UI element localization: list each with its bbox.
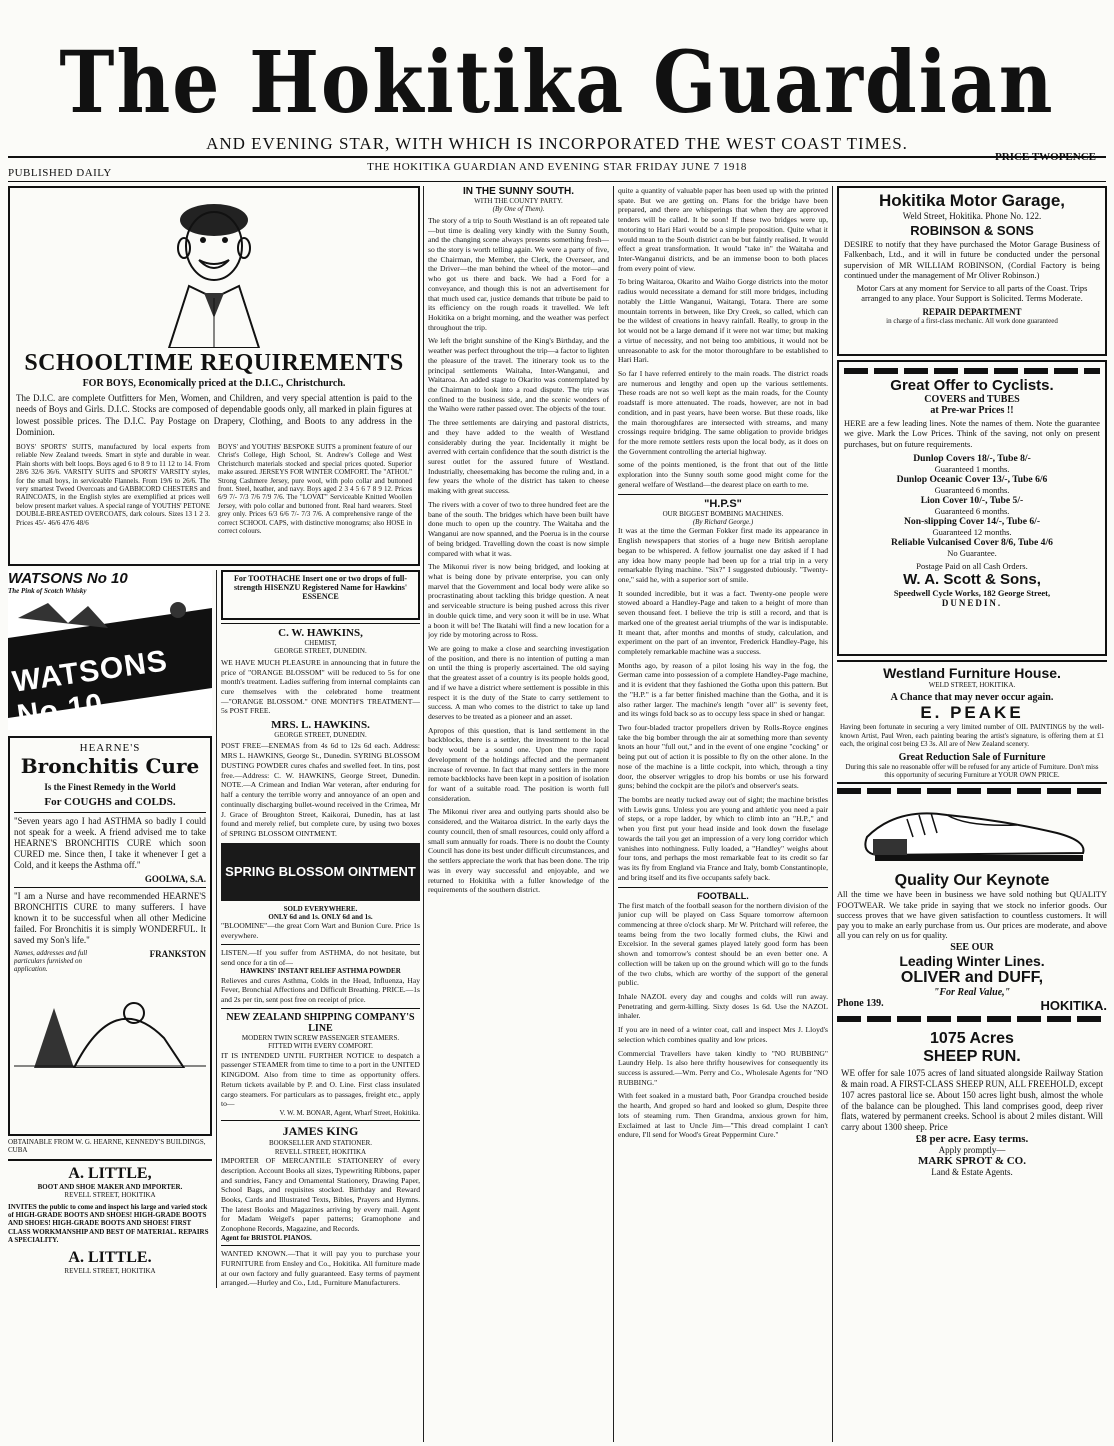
hps-p5: The bombs are neatly tucked away out of sight; the machine bristles with Lewis guns. Unless you are young and athletic you need a pair of steps, or a rope ladder, by which to climb into an "H.P.," and when you first put your head inside and look down the fuselage towards the tail you get an impression of a very long corridor which vanishes into nothingness. Fully loaded, a "Handley" weighs about four tons, and perhaps the most remarkable feat to its credit so far was its fly from England via France and Italy, bomb Constantinople, and bring itself and its five occupants safely back. <box>618 795 828 882</box>
little-advert <box>8 1165 212 1275</box>
cyclists-item-4: Non-slipping Cover 14/-, Tube 6/- <box>903 515 1041 527</box>
toothache-text: For TOOTHACHE Insert one or two drops of full-strength HISENZU Registered Name for Hawkins' ESSENCE <box>233 574 408 601</box>
oliver-duff-town: HOKITIKA. <box>1040 997 1107 1013</box>
hearnes-note: Names, addresses and full particulars furnished on application. <box>14 948 88 974</box>
watsons-big-text: WATSONS No 10 <box>10 644 170 733</box>
hawkins-chemist: CHEMIST, <box>304 639 337 647</box>
little-subtitle: BOOT AND SHOE MAKER AND IMPORTER. <box>37 1182 183 1191</box>
mrs-hawkins-name: MRS. L. HAWKINS. <box>271 719 370 732</box>
hearnes-top: HEARNE'S <box>79 742 141 754</box>
hps-p2: It sounded incredible, but it was a fact. Twenty-one people were stowed aboard a Handley-Page and taken to a height of more than seven thousand feet. I believe the trip is still a record, and that is marked one of the greatest aerial triumphs of the war is indisputable. It meant that, after months and months of study, calculation, and experiment on the part of an inventor, Frederick Handley-Page, his completely remarkable machine was a success. <box>618 588 828 656</box>
garage-advert <box>837 186 1107 356</box>
oliver-duff-title: Quality Our Keynote <box>894 872 1050 890</box>
newspaper-title: The Hokitika Guardian <box>59 33 1055 133</box>
sheep-run-body: WE offer for sale 1075 acres of land situated alongside Railway Station & main road. A FIRST-CLASS SHEEP RUN, ALL FREEHOLD, except 107 acres pastoral lice se. About 150 acres light bush, almost the whole of the balance can be ploughed. This land comprises good, deep river flats, watered by permanent creeks. School is about 2 miles distant. Will carry about 1300 sheep. Price <box>841 1067 1103 1133</box>
nazol-note: Inhale NAZOL every day and coughs and colds will run away. Penetrating and germ-killing. Sixty doses 1s 6d. Use the NAZOL inhaler. <box>618 991 828 1021</box>
cyclists-body: HERE are a few leading lines. Note the names of them. Note the guarantee we give. Mark the Low Prices. Think of the saving, not only on present purchases, but on future requirements. <box>844 419 1100 449</box>
hps-subhead: OUR BIGGEST BOMBING MACHINES. <box>662 509 784 518</box>
column-rule <box>613 186 614 1442</box>
hearnes-line1: Is the Finest Remedy in the World <box>44 782 176 792</box>
column-4 <box>837 186 1107 1442</box>
hearnes-signature-1: GOOLWA, S.A. <box>144 873 206 884</box>
cyclists-item-3-guarantee: Guaranteed 6 months. <box>934 505 1010 516</box>
dic-subtitle: FOR BOYS, Economically priced at the D.I.C., Christchurch. <box>82 378 346 389</box>
wanted-known: WANTED KNOWN.—That it will pay you to purchase your FURNITURE from Ensley and Co., Hokitika. All furniture made at our own factory and fully guaranteed. Easy terms of payment arranged.—Hurley and Co., Ltd., Furniture Manufacturers. <box>221 1249 420 1288</box>
masthead <box>0 0 1114 190</box>
dic-body: The D.I.C. are complete Outfitters for Men, Women, and Children, and very special attention is paid to the needs of Boys and Girls. D.I.C. Stocks are composed of dependable goods only, all marked in plain figures at lowest possible prices. The D.I.C. Pay Postage on Drapery, Clothing, and Boots to any address in the Dominion. <box>16 393 412 437</box>
furniture-sale: Great Reduction Sale of Furniture <box>898 751 1046 763</box>
boy-illustration <box>159 198 269 348</box>
cyclists-sub2: at Pre-war Prices !! <box>930 405 1014 416</box>
cyclists-advert <box>837 360 1107 656</box>
dateline <box>8 151 1106 179</box>
hearnes-line2: For COUGHS and COLDS. <box>44 796 176 808</box>
furniture-chance: A Chance that may never occur again. <box>890 692 1054 704</box>
col3-p1: quite a quantity of valuable paper has been used up with the printed spate. But we are getting on. Plans for the bridge have been prepared, and there are whisperings that when they are approved tenders will be called. It be soon! If these two bridges were up, motoring to Hari Hari would be a simple proposition. Quite what it would mean to the South district can be but faintly realised. It would effect a great transformation. It would "take in" the Waitaha and Inter-Wanganui districts, and be an immense boon to both places from every point of view. <box>618 186 828 273</box>
little-address-2: REVELL STREET, HOKITIKA <box>64 1266 156 1275</box>
king-subtitle: BOOKSELLER AND STATIONER. <box>268 1139 373 1148</box>
sunny-south-byline: (By One of Them). <box>492 205 545 214</box>
col4-p0: some of the points mentioned, is the front that out of the little exploration into the Sunny south some good might come for the general welfare of Westland—the dearest place on earth to me. <box>618 460 828 489</box>
paper-date-line: THE HOKITIKA GUARDIAN AND EVENING STAR FRIDAY JUNE 7 1918 <box>367 161 747 173</box>
hps-byline: (By Richard George.) <box>692 517 754 526</box>
furniture-advert <box>837 660 1107 784</box>
dic-lists <box>16 443 412 535</box>
hearnes-quote-1: "Seven years ago I had ASTHMA so badly I could not speak for a week. A friend advised me to take HEARNE'S BRONCHITIS CURE which soon CURED me. Since then, I take it whenever I get a Cold, and it keeps the Asthma off." <box>14 816 206 870</box>
nz-shipping-body: IT IS INTENDED UNTIL FURTHER NOTICE to despatch a passenger STEAMER from time to time to a port in the UNITED KINGDOM. Also from time to time as opportunity offers. Return tickets available by P. and O. Line. First class insulated cargo steamers. For particulars as to passages, freight etc., apply to— <box>221 1050 420 1109</box>
oliver-duff-footer <box>837 998 1107 1013</box>
nz-shipping-sub: MODERN TWIN SCREW PASSENGER STEAMERS. <box>241 1033 400 1042</box>
oliver-duff-advert <box>837 788 1107 1021</box>
column-1 <box>8 186 420 1442</box>
column-1-right <box>216 570 420 1288</box>
bloomine-body: "BLOOMINE"—the great Corn Wart and Bunion Cure. Price 1s everywhere. <box>221 921 420 941</box>
boy-portrait-icon <box>159 198 269 348</box>
cyclists-item-5: Reliable Vulcanised Cover 8/6, Tube 4/6 <box>891 536 1053 548</box>
dic-advert <box>8 186 420 566</box>
football-headline: FOOTBALL. <box>697 890 749 901</box>
asthma-body: Relieves and cures Asthma, Colds in the Head, Influenza, Hay Fever, Bronchial Affections and Difficult Breathing. PRICE.—1s and 2s per tin, sent post free on receipt of price. <box>221 975 420 1005</box>
garage-title: Hokitika Motor Garage, <box>878 191 1066 210</box>
no-rubbing-note: Commercial Travellers have taken kindly to "NO RUBBING" Laundry Help. 1s also here thrifty housewives for consequently its success is assured.—Wm. Perry and Co., Wholesale Agents for "NO RUBBING." <box>618 1048 828 1087</box>
hawkins-address: GEORGE STREET, DUNEDIN. <box>274 647 367 656</box>
oliver-duff-phone: Phone 139. <box>837 997 884 1009</box>
king-address: REVELL STREET, HOKITIKA <box>274 1147 367 1156</box>
dic-boys-suits: BOYS' SPORTS' SUITS, manufactured by local experts from reliable New Zealand tweeds. Smart in style and durable in wear. Plain shorts with belt loops. Boys aged 6 to 8 9 to 11 12 to 14. From 28/6 32/6 36/6. VARSITY SUITS and SPORTS' VARSITY styles, for the small boys, in serviceable Flannels. From 19/6 to 26/6. The very smartest Tweed Overcoats and GABBICORD CHESTERS and RAINCOATS, in the English styles are exemplified at prices well below present market values. A special range of YOUTHS' PETONE DOUBLE-BREASTED OVERCOATS, dark colours. Sizes 13 1 2 3. Prices 45/- 46/6 47/6 48/6 <box>16 443 210 527</box>
watsons-logo: WATSONS No 10 <box>8 570 128 587</box>
cyclists-firm: W. A. Scott & Sons, <box>903 570 1041 588</box>
garage-address: Weld Street, Hokitika. Phone No. 122. <box>902 211 1042 221</box>
published-daily: PUBLISHED DAILY <box>8 167 112 179</box>
ointment-price: ONLY 6d and 1s. ONLY 6d and 1s. <box>268 913 373 922</box>
col3-p3: So far I have referred entirely to the main roads. The district roads are numerous and lengthy and open up the various settlements. These roads are not so well kept as the main roads, for the County roadstaff is more attenuated. The roads, however, are not in bad condition, and in past years, have been worse. But these roads, like the main thoroughfares are intersected with streams, and many crossings require bridging. The same obligation to provide bridges for the more remote settlers rests upon the local body, as it does on the Government controlling the arterial highway. <box>618 368 828 456</box>
little-name-2: A. LITTLE. <box>68 1248 152 1266</box>
ointment-sold: SOLD EVERYWHERE. <box>283 904 358 913</box>
sunny-south-p4: The rivers with a cover of two to three hundred feet are the bane of the south. The bridges which have been built have done much to open up the country. The Waitaha and the Wanganui are now spanned, and the Poerua is in the course of being bridged. Travelling down the coast is now simple compared with what it was. <box>428 499 609 558</box>
sheep-run-firm: MARK SPROT & CO. <box>918 1155 1026 1168</box>
sunny-south-p6: We are going to make a close and searching investigation of the position, and there is no intention of putting a man on until the thing is properly ascertained. The old saying that the greatest asset of a country is its people holds good, and if we have a district where settlement is possible in this respect it is the duty of the State to carry settlement to success. A man who comes to the district to take up land deserves to be treated as a pioneer and an asset. <box>428 643 609 721</box>
sheep-run-title-2: SHEEP RUN. <box>923 1047 1021 1065</box>
sunny-south-headline: IN THE SUNNY SOUTH. <box>463 186 574 197</box>
cyclists-item-2-guarantee: Guaranteed 6 months. <box>934 484 1010 495</box>
hps-headline: "H.P.S" <box>704 497 742 510</box>
mrs-hawkins-address: GEORGE STREET, DUNEDIN. <box>274 731 367 740</box>
toothache-advert <box>221 570 420 620</box>
furniture-title: Westland Furniture House. <box>883 665 1061 681</box>
little-address: REVELL STREET, HOKITIKA <box>64 1191 156 1200</box>
cyclists-item-1-guarantee: Guaranteed 1 months. <box>934 463 1010 474</box>
garage-owner: ROBINSON & SONS <box>910 223 1034 238</box>
column-2 <box>428 186 609 1442</box>
sunny-south-p7: Apropos of this question, that is land settlement in the backblocks, there is a settler, the investment to the local body would be a sound one. Upon the more rapid development of the holdings affected and the permanent increase of revenue. In fact that many settlers in the more remote backblocks have been kept in a position of isolation for want of a suitable road. The position is worth full consideration. <box>428 725 609 803</box>
cyclists-address: Speedwell Cycle Works, 182 George Street, <box>893 587 1051 598</box>
furniture-address: WELD STREET, HOKITIKA. <box>928 681 1016 689</box>
watsons-tagline: The Pink of Scotch Whisky <box>8 587 87 595</box>
mustard-bath-verse: With feet soaked in a mustard bath, Poor Grandpa crouched beside the hearth, And groped so hard and looked so glum, Despite three lots of steaming rum. Then Grandma, anxious grown for him, Exclaimed at last to Uncle Jim—"This dread complaint I can't endure, I'll send for Wood's Great Peppermint Cure." <box>618 1091 828 1140</box>
hearnes-illustration-icon <box>14 978 206 1068</box>
sheep-run-title: 1075 Acres <box>930 1029 1014 1047</box>
king-body: IMPORTER OF MERCANTILE STATIONERY of every description. Account Books all sizes, Typewriting Ribbons, paper and sundries, Fancy and Ornamental Stationery, Drawing Paper, School Bags, and requisites stocked. Birthday and Reward Books, Cards and Illustrated Texts, Bibles, Prayers and Hymns. The latest Books and Magazines arriving by every mail. Agent for Madam Weigel's paper patterns; Gramophone and Zonophone Records, Magazine, and Records. <box>221 1156 420 1234</box>
cyclists-item-3: Lion Cover 10/-, Tube 5/- <box>920 494 1024 506</box>
cyclists-price-list <box>844 453 1100 558</box>
hearnes-title: Bronchitis Cure <box>20 754 200 778</box>
king-name: JAMES KING <box>282 1124 359 1139</box>
football-body: The first match of the football season for the northern division of the junior cup will be played on Cass Square tomorrow afternoon commencing at three o'clock sharp. Mr W. Pritchard will referee, the teams being from the two locally formed clubs, the Kiwi and Excelsior. In the several games played lately good form has been shown and tomorrow's contest should be an even better one. A collection will be taken up on the ground which will go to the funds of the two clubs, which are worthy of the support of the general public. <box>618 900 828 988</box>
furniture-owner: E. PEAKE <box>920 703 1024 723</box>
sheep-run-advert <box>837 1030 1107 1178</box>
garage-repair-sub: in charge of a first-class mechanic. All work done guaranteed <box>886 316 1058 325</box>
sunny-south-p8: The Mikonui river area and outlying parts should also be considered, and the Waitaroa district. In the early days the county council, then of small resources, could only afford a small sum annually for roads. There is no doubt the County Council has done its best under difficult circumstances, and the settlers appreciate the work that has been done. The trip was in every way successful and enjoyable, and we returned to Hokitika with a fuller knowledge of the requirements of the southern district. <box>428 807 609 895</box>
little-name: A. LITTLE, <box>68 1164 152 1182</box>
sunny-south-p5: The Mikonui river is now being bridged, and looking at what is being done by private enterprise, you can only marvel that the Government and local body were alike so procrastinating about tackling this bridge question. A neat and serviceable structure is being pushed across this river in double quick time, and very soon it will be in use. What a boon it will be! The Ikatahi will find a new location for a joy ride by motoring across to Ross. <box>428 562 609 640</box>
garage-body-2: Motor Cars at any moment for Service to all parts of the Coast. Trips arranged to any place. Your Support is Solicited. Terms Moderate. <box>856 284 1088 304</box>
dic-title: SCHOOLTIME REQUIREMENTS <box>24 350 404 376</box>
cyclists-city: DUNEDIN. <box>941 597 1003 608</box>
cyclists-item-1: Dunlop Covers 18/-, Tube 8/- <box>913 452 1031 464</box>
sheep-run-apply: Apply promptly— <box>938 1145 1006 1156</box>
furniture-body: Having been fortunate in securing a very limited number of OIL PAINTINGS by the well-known Artist, Paul Wren, each painting bearing the artist's signature, is offering them at £1 each, the original cost being £3 3s. All are of New Zealand scenery. <box>840 723 1104 749</box>
watsons-advert <box>8 570 212 733</box>
hps-p4: Two four-bladed tractor propellers driven by Rolls-Royce engines take the big bomber through the air at something more than seventy knots an hour "full out," and in the event of one engine "cocking" or being put out of action it is possible to fly on the other alone. In the nose of the machine is a little cockpit, into which, through a tiny door, the observer wriggles to drop his bombs or use his forward guns; behind the cockpit are the pilot's and observer's seats. <box>618 723 828 791</box>
oliver-duff-see: SEE OUR <box>950 941 994 953</box>
hawkins-name: C. W. HAWKINS, <box>278 627 363 639</box>
column-rule <box>832 186 833 1442</box>
sunny-south-p2: We left the bright sunshine of the King's Birthday, and the weather was perfect throughout the trip—a factor to lighten the pleasure of the travel. The itinerary took us to the principal settlements Waitaha, Inter-Wanganui, and Waitaroa. An added stage to Okarito was contemplated by the Chairman to look into a road dispute. The trip was confined to the business side, and the scenic wonders of the Waiho were rather passed over. The objects of the tour. <box>428 336 609 414</box>
little-body: INVITES the public to come and inspect his large and varied stock of HIGH-GRADE BOOTS AND SHOES! HIGH-GRADE BOOTS AND SHOES! HIGH-GRADE BOOTS AND SHOES! FIRST CLASS WORKMANSHIP AND BEST OF MATERIAL. REPAIRS A SPECIALITY. <box>8 1202 209 1245</box>
oliver-duff-lines: Leading Winter Lines. <box>899 952 1045 969</box>
cyclists-title: Great Offer to Cyclists. <box>890 377 1054 394</box>
asthma-head: HAWKINS' INSTANT RELIEF ASTHMA POWDER <box>240 967 401 976</box>
ointment-banner: SPRING BLOSSOM OINTMENT <box>221 843 420 901</box>
nz-shipping-agent: V. W. M. BONAR, Agent, Wharf Street, Hokitika. <box>279 1108 420 1117</box>
cyclists-sub: COVERS and TUBES <box>924 394 1020 405</box>
asthma-intro: LISTEN.—If you suffer from ASTHMA, do not hesitate, but send once for a tin of— <box>221 947 420 967</box>
hps-p1: It was at the time the German Fokker first made its appearance in English newspapers that stories of a huge new British aeroplane began to be whispered. A fellow journalist one day asked if I had any idea how many people had been up for a trial trip in a very remarkable flying machine. "Six?" I suggested dubiously. "Twenty-one," said he, with a superior sort of smile. <box>618 526 828 584</box>
oliver-duff-name: OLIVER and DUFF, <box>900 968 1044 986</box>
sheep-run-firm-sub: Land & Estate Agents. <box>931 1167 1013 1178</box>
column-3 <box>618 186 828 1442</box>
sheep-run-price: £8 per acre. Easy terms. <box>915 1133 1029 1146</box>
cyclists-item-2: Dunlop Oceanic Cover 13/-, Tube 6/6 <box>896 473 1048 485</box>
hawkins-body: WE HAVE MUCH PLEASURE in announcing that in future the price of "ORANGE BLOSSOM" will be reduced to 5s for one month's treatment. Ladies suffering from internal complaints can cure themselves with the celebrated home treatment—"ORANGE BLOSSOM." ONE MONTH'S TREATMENT—5s POST FREE. <box>221 657 420 716</box>
hearnes-signature-2: FRANKSTON <box>149 948 206 959</box>
winter-coat-note: If you are in need of a winter coat, call and inspect Mrs J. Lloyd's selection which combines quality and low prices. <box>618 1025 828 1044</box>
sunny-south-subhead: WITH THE COUNTY PARTY. <box>474 197 563 205</box>
dic-bespoke-suits: BOYS' and YOUTHS' BESPOKE SUITS a prominent feature of our Christ's College, High School, St. Andrew's College and West Christchurch materials stocked and special prices quoted. Superior make assured. JERSEYS FOR WINTER COMFORT. The "ATHOL" Strong Cashmere Jersey, pure wool, with polo collar and buttoned front. Steel, heather, and navy. Boys aged 2 3 4 5 6 7 8 9 12. Prices 6/9 7/- 7/3 7/6 7/9 7/6. The "LOVAT" Serviceable Knitted Woollen Jersey, with polo collar and buttoned front. Real hard wearers. Steel grey only. Prices 6/3 6/6 7/- 7/3 7/6. A comprehensive range of the correct SCHOOL CAPS, with distinctive monograms; also HOSE in correct colours. <box>218 443 412 535</box>
hearnes-advert <box>8 736 212 1136</box>
hearnes-quote-2: "I am a Nurse and have recommended HEARNE'S BRONCHITIS CURE to many sufferers. I have known it to be successful when all other Medicine failed. For Bronchitis it is simply WONDERFUL. It saved my Son's life." <box>14 890 206 945</box>
newspaper-subtitle: AND EVENING STAR, WITH WHICH IS INCORPORATED THE WEST COAST TIMES. <box>206 134 908 153</box>
cyclists-postage: Postage Paid on all Cash Orders. <box>916 560 1028 571</box>
dateline-rule <box>8 181 1106 182</box>
mrs-hawkins-body: POST FREE—ENEMAS from 4s 6d to 12s 6d each. Address: MRS L. HAWKINS, George St., Dunedin. SYRING BLOSSOM DUSTING POWDER cures chafes and swelled feet. In tins, post free.—Address: C. W. HAWKINS, George Street, Dunedin. NOTE.—A Crimean and Indian War veteran, after enduring for half a century the terrible worry and annoyance of an open and continually discharging bullet-wound received in the Crimea, Mr J. Grace of Broughton Street, Kaikorai, Dunedin, has at last found and merely relief, but complete cure, by using two boxes of SPRING BLOSSOM OINTMENT. <box>221 741 420 838</box>
sunny-south-p1: The story of a trip to South Westland is an oft repeated tale—but time is dealing very kindly with the Sunny South, and the changing scene always presents something fresh—so the story is worth telling again. We were a party of five, the Chairman, the Member, the Clerk, the Overseer, and the Driver—the man behind the wheel of the motor—and who got us there and back. We had a Ford for a conveyance, and though this is not an advertisement for that much used car, justice demands that tribute be paid to its efficiency on the rough roads it travelled. We left Hokitika on a bright morning, and the weather was perfect throughout the trip. <box>428 215 609 332</box>
hearnes-footer: OBTAINABLE FROM W. G. HEARNE, KENNEDY'S BUILDINGS, CUBA <box>8 1138 206 1155</box>
oliver-duff-body: All the time we have been in business we have sold nothing but QUALITY FOOTWEAR. We take pride in saying that we stock no inferior goods. Our success proves that we have given satisfaction to countless customers. It will pay you to make an early purchase from us. Our prices are moderate, and above all you can rely on us for quality. <box>837 890 1107 941</box>
column-rule <box>423 186 424 1442</box>
sunny-south-p3: The three settlements are dairying and pastoral districts, and they have added to the wealth of Westland considerably during the year. Incidentally it might be averred with certain confidence that the south district is the surest outlet for the assured future of Westland. Industrially, cheesemaking has become the ruling and, in a few years the whole of the district has taken to cheese making with great success. <box>428 418 609 496</box>
cyclists-item-5-guarantee: No Guarantee. <box>947 547 997 558</box>
cyclists-item-4-guarantee: Guaranteed 12 months. <box>932 526 1012 537</box>
king-footer: Agent for BRISTOL PIANOS. <box>221 1233 312 1242</box>
nz-shipping-head: NEW ZEALAND SHIPPING COMPANY'S LINE <box>226 1011 415 1034</box>
shoe-icon <box>837 797 1107 867</box>
price-label: PRICE TWOPENCE <box>995 151 1096 163</box>
garage-repair: REPAIR DEPARTMENT <box>922 306 1022 317</box>
nz-shipping-sub2: FITTED WITH EVERY COMFORT. <box>268 1042 373 1051</box>
garage-body: DESIRE to notify that they have purchased the Motor Garage Business of Falkenbach, Ltd., and it will in future be conducted under the personal supervision of MR WILLIAM ROBINSON, (Cordial Factory is being continued under the management of Mr Oliver Robinson.) <box>844 240 1100 280</box>
hps-p3: Months ago, by reason of a pilot losing his way in the fog, the German came into possession of a complete Handley-Page machine, and it is evident that they fashioned the Gotha upon this pattern. But the "H.P." is a far better finished machine than the Gotha, and it is also rather larger. The machine's length "over all" is seventy feet, and its wings fold back so as to occupy less space in shed or hangar. <box>618 660 828 719</box>
column-1-left <box>8 570 212 1288</box>
furniture-footer: During this sale no reasonable offer will be refused for any article of Furniture. Don't miss this opportunity of securing Furniture at YOUR OWN PRICE. <box>845 762 1099 779</box>
oliver-duff-slogan: "For Real Value," <box>933 986 1011 998</box>
column-1-lower <box>8 570 420 1288</box>
col3-p2: To bring Waitaroa, Okarito and Waiho Gorge districts into the motor radius would necessitate a demand for still more bridges, including notably the Little Wanganui, Waitangi, Totara. There are some mountain torrents in between, like Dry Creek, so called, which can be the wildest of creations in heavy rainfall. Really, to group in the lot would not be a large demand if it were not war time; but making a virtue of necessity, and not being too ambitious, it would not be unreasonable to ask for the motor thoroughfare to be established to Hari Hari. <box>618 277 828 365</box>
masthead-rule <box>8 156 1106 158</box>
